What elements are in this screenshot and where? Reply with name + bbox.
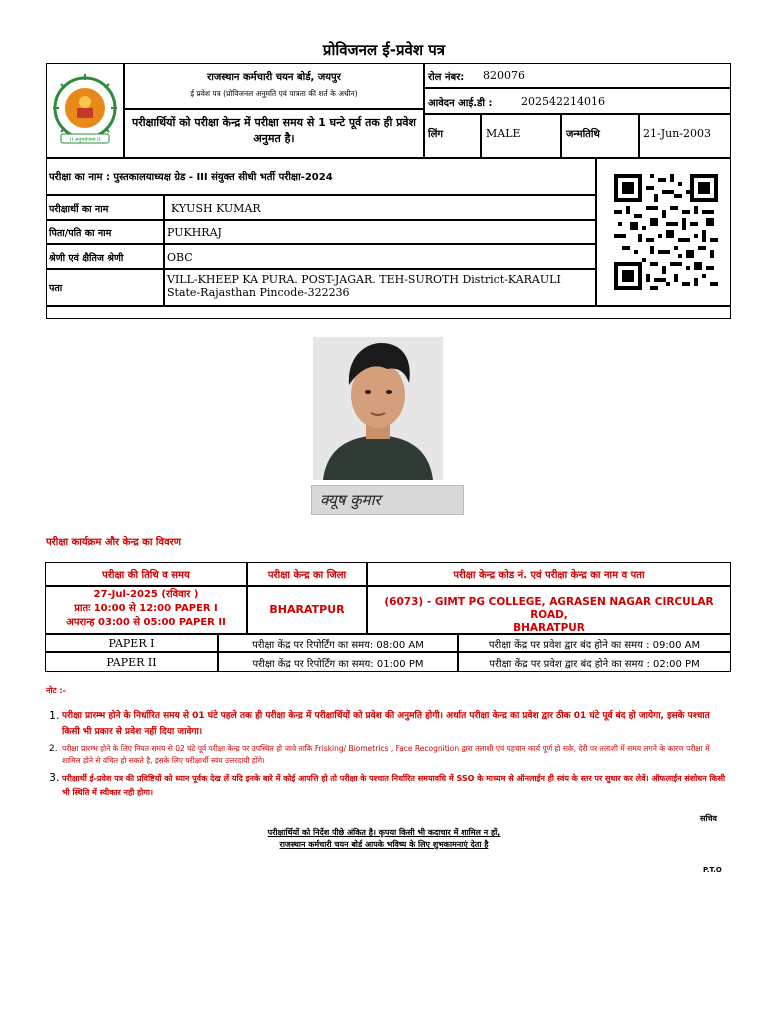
note-number-2: 2.: [49, 744, 58, 754]
board-name-cell: [124, 63, 424, 109]
address-value: [167, 273, 561, 299]
address-label: पता: [49, 283, 63, 294]
logo-cell: [46, 63, 124, 158]
paper-1-label: PAPER I: [45, 634, 218, 652]
gender-label-cell: [424, 114, 481, 158]
candidate-photo: [313, 337, 443, 480]
note-text-1: परीक्षा प्रारम्भ होने के निर्धारित समय से 01 घंटे पहले तक ही परीक्षा केन्द्र में परीक्षार्थियों को प्रवेश की अनुमति होगी। अर्थात परीक्षा केन्द्र का प्रवेश द्वार ठीक 01 घंटे पूर्व बंद हो जायेगा, इसके पश्चात किसी भी प्रकार से प्रवेश नहीं दिया जावेगा।: [62, 711, 710, 737]
paper-1-reporting-time: परीक्षा केंद्र पर रिपोर्टिंग का समय: 08:00 AM: [218, 634, 458, 652]
secretary-label: सचिव: [700, 814, 718, 823]
exam-centre-cell: [367, 586, 731, 634]
notes-label: नोट :-: [46, 686, 66, 695]
paper-2-gate-close-time: परीक्षा केंद्र पर प्रवेश द्वार बंद होने का समय : 02:00 PM: [458, 652, 731, 672]
exam-name: परीक्षा का नाम : पुस्तकालयाध्यक्ष ग्रेड - III संयुक्त सीधी भर्ती परीक्षा-2024: [49, 172, 333, 183]
qr-cell: [596, 158, 731, 306]
name-label-cell: [46, 195, 164, 220]
roll-value: 820076: [483, 69, 525, 82]
app-id-value: 202542214016: [521, 95, 605, 108]
app-id-row: [424, 88, 731, 114]
col-date-header: परीक्षा की तिथि व समय: [45, 562, 247, 586]
gender-value-cell: [481, 114, 561, 158]
dob-label-cell: [561, 114, 639, 158]
address-value-cell: [164, 269, 596, 306]
address-line-1: VILL-KHEEP KA PURA. POST-JAGAR. TEH-SUROTH District-KARAULI: [167, 273, 561, 286]
person-photo-icon: [313, 337, 443, 480]
father-name-label: पिता/पति का नाम: [49, 228, 112, 239]
father-name-value: PUKHRAJ: [167, 226, 222, 239]
note-item-3: [46, 772, 730, 800]
paper-2-label: PAPER II: [45, 652, 218, 672]
footer-line-2: राजस्थान कर्मचारी चयन बोर्ड आपके भविष्य के लिए शुभकामनाएं देता है: [279, 840, 489, 849]
page-title: प्रोविजनल ई-प्रवेश पत्र: [322, 41, 446, 59]
instruction-cell: [124, 109, 424, 158]
board-logo: [47, 64, 123, 157]
exam-time-paper-2: अपरान्ह 03:00 से 05:00 PAPER II: [66, 617, 226, 628]
candidate-signature: [311, 485, 464, 515]
exam-centre-line-2: BHARATPUR: [513, 622, 585, 634]
entry-instruction: परीक्षार्थियों को परीक्षा केन्द्र में परीक्षा समय से 1 घन्टे पूर्व तक ही प्रवेश अनुमत है।: [131, 116, 417, 145]
logo-motto: II अनुभवजन्य II: [69, 137, 101, 143]
candidate-name-value: KYUSH KUMAR: [171, 202, 261, 215]
note-item-2: [46, 743, 730, 767]
candidate-name-label: परीक्षार्थी का नाम: [49, 204, 109, 215]
gender-value: MALE: [486, 127, 521, 140]
signature-text: क्यूष कुमार: [320, 491, 381, 509]
gender-label: लिंग: [428, 129, 443, 140]
note-item-1: [46, 708, 730, 740]
exam-centre-line-1: (6073) - GIMT PG COLLEGE, AGRASEN NAGAR CIRCULAR ROAD,: [384, 596, 714, 621]
category-label-cell: [46, 244, 164, 269]
exam-name-row: [46, 158, 596, 195]
exam-district: BHARATPUR: [247, 586, 367, 634]
note-number-3: 3.: [49, 771, 60, 784]
paper-2-reporting-time: परीक्षा केंद्र पर रिपोर्टिंग का समय: 01:00 PM: [218, 652, 458, 672]
dob-label: जन्मतिथि: [566, 129, 600, 140]
father-value-cell: [164, 220, 596, 244]
name-value-cell: [164, 195, 596, 220]
exam-time-paper-1: प्रातः 10:00 से 12:00 PAPER I: [74, 603, 218, 614]
col-district-header: परीक्षा केन्द्र का जिला: [247, 562, 367, 586]
note-text-3: परीक्षार्थी ई-प्रवेश पत्र की प्रविष्टियों को ध्यान पूर्वक देख लें यदि इनके बारे में कोई आपत्ति हो तो परीक्षा के पश्चात निर्धारित समयावधि में SSO के माध्यम से ऑनलाईन ही स्वंय के स्तर पर सुधार कर लेवें। ऑफलाईन संशोधन किसी भी स्थिति में स्वीकार नही होगा।: [62, 774, 726, 797]
note-number-1: 1.: [49, 709, 60, 722]
exam-date-cell: [45, 586, 247, 634]
paper-1-gate-close-time: परीक्षा केंद्र पर प्रवेश द्वार बंद होने का समय : 09:00 AM: [458, 634, 731, 652]
category-label: श्रेणी एवं क्षैतिज श्रेणी: [49, 253, 124, 264]
roll-row: [424, 63, 731, 88]
schedule-heading: परीक्षा कार्यक्रम और केन्द्र का विवरण: [46, 537, 181, 548]
address-label-cell: [46, 269, 164, 306]
father-label-cell: [46, 220, 164, 244]
col-centre-header: परीक्षा केन्द्र कोड नं. एवं परीक्षा केन्द्र का नाम व पता: [367, 562, 731, 586]
pto-label: P.T.O: [703, 866, 722, 874]
qr-code-icon: [614, 173, 718, 291]
roll-label: रोल नंबर:: [428, 72, 465, 83]
app-id-label: आवेदन आई.डी :: [428, 98, 493, 109]
exam-date: 27-Jul-2025 (रविवार ): [93, 589, 199, 600]
empty-row: [46, 306, 731, 319]
category-value-cell: [164, 244, 596, 269]
dob-value-cell: [639, 114, 731, 158]
note-text-2: परीक्षा प्रारम्भ होने के लिए नियत समय से 02 घंटे पूर्व परीक्षा केन्द्र पर उपस्थित हो जावे ताकि Frisking/ Biometrics , Face Recognition द्वारा तलाशी एवं पहचान कार्य पूर्ण हो सके, देरी पर तलाशी में समय लगने के कारण परीक्षा में शामिल होने से वंचित हो सकते है, इसके लिए परीक्षार्थी स्वंय उत्तरदायी होंगे।: [62, 744, 710, 765]
category-value: OBC: [167, 251, 193, 264]
board-name: राजस्थान कर्मचारी चयन बोर्ड, जयपुर: [207, 72, 341, 83]
dob-value: 21-Jun-2003: [643, 127, 712, 140]
footer-line-1: परीक्षार्थियों को निर्देश पीछे अंकित है। कृपया किसी भी कदाचार में शामिल न हों,: [267, 828, 501, 837]
address-line-2: State-Rajasthan Pincode-322236: [167, 286, 350, 299]
board-subtitle: ई प्रवेश पत्र (प्रोविजनल अनुमति एवं पात्रता की शर्त के अधीन): [190, 89, 358, 98]
